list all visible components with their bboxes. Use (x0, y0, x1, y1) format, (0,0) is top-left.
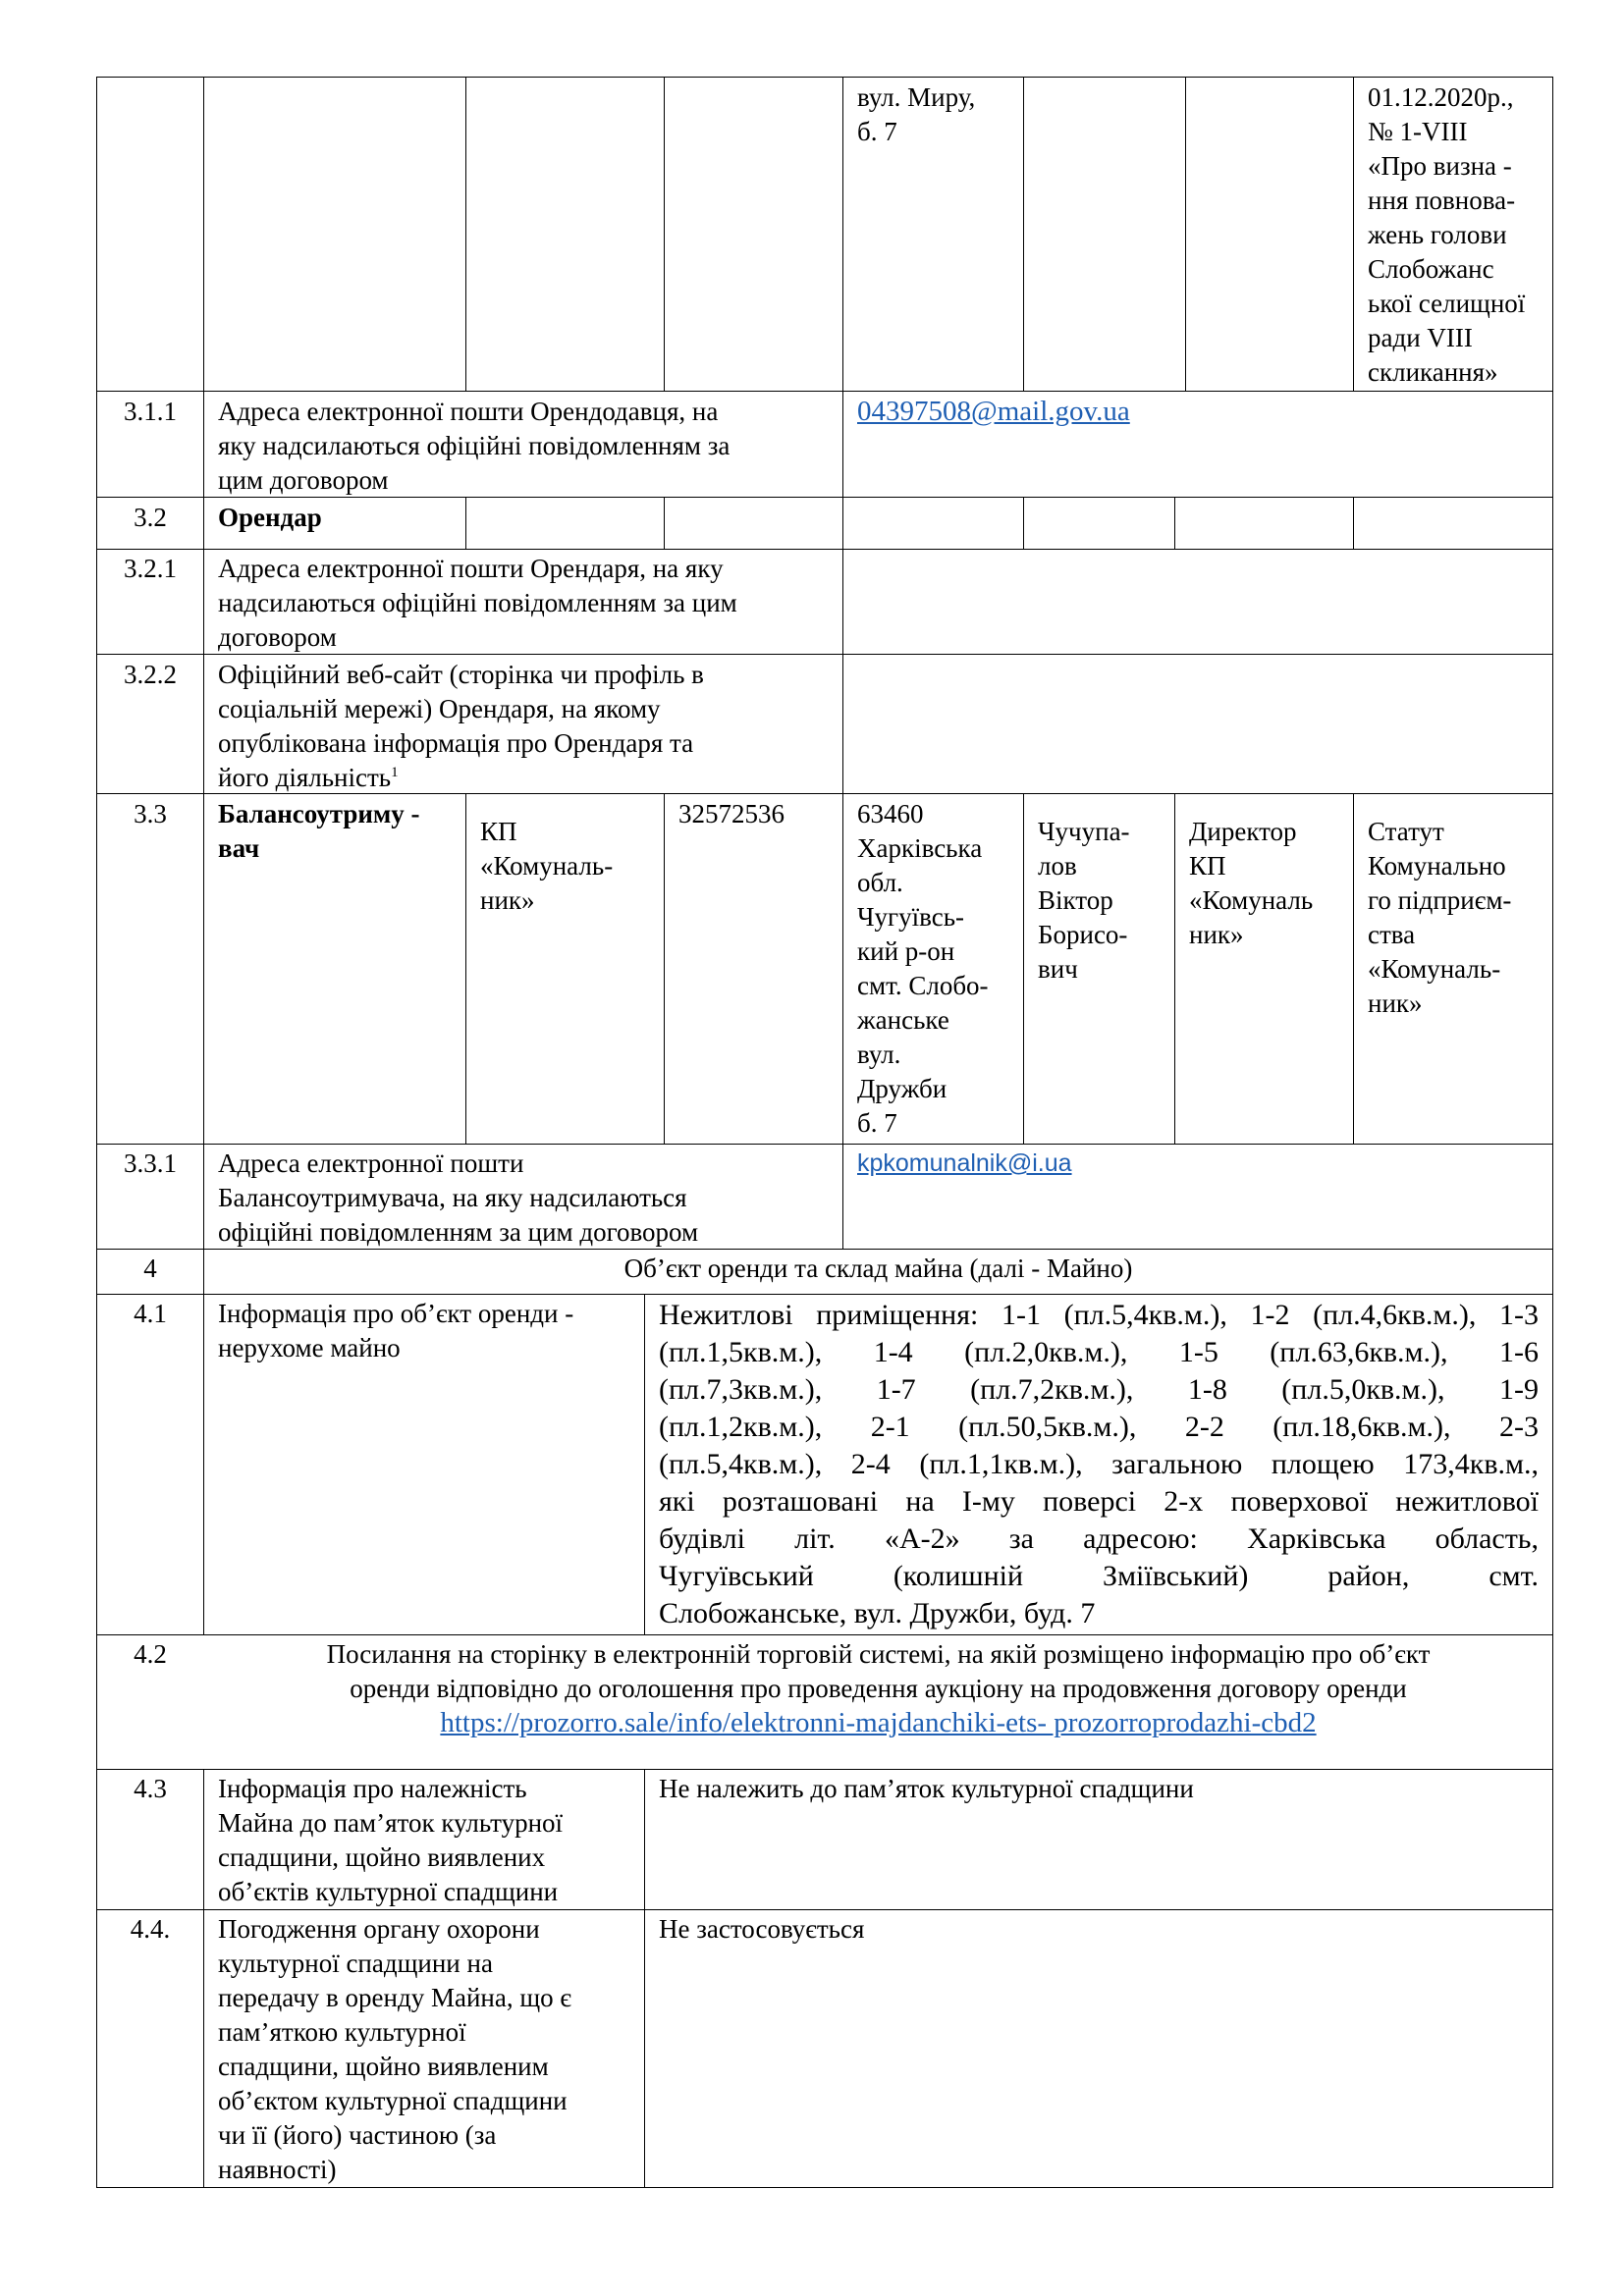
row-number: 4.1 (134, 1299, 167, 1328)
lessor-email-link[interactable]: 04397508@mail.gov.ua (857, 396, 1130, 427)
table-line (96, 77, 97, 2187)
table-line (96, 1634, 1553, 1635)
table-line (1552, 77, 1553, 2187)
heritage-info-value: Не належить до пам’яток культурної спадщини (659, 1774, 1194, 1803)
table-line (96, 2187, 1553, 2188)
row-number: 4.2 (134, 1639, 167, 1669)
balance-holder-position: Директор КП «Комуналь ник» (1189, 817, 1314, 949)
balance-holder-basis: Статут Комунально го підприєм- ства «Комуналь- ник» (1368, 817, 1512, 1018)
table-line (1353, 497, 1354, 549)
heritage-approval-value: Не застосовується (659, 1914, 865, 1944)
tenant-label: Орендар (218, 503, 322, 532)
table-line (96, 391, 1553, 392)
table-line (96, 549, 1553, 550)
tenant-email-label: Адреса електронної пошти Орендаря, на яку надсилаються офіційні повідомленням за цим договором (218, 554, 737, 652)
footnote-marker: 1 (391, 765, 399, 780)
description-line: Нежитлові приміщення: 1-1 (пл.5,4кв.м.), 1-2 (пл.4,6кв.м.), 1-3 (659, 1299, 1539, 1331)
row-number: 3.2.2 (124, 660, 177, 689)
auction-link[interactable]: https://prozorro.sale/info/elektronni-majdanchiki-ets- prozorroprodazhi-cbd2 (440, 1707, 1317, 1738)
table-line (644, 1294, 645, 1634)
section-title: Об’єкт оренди та склад майна (далі - Майно) (623, 1254, 1133, 1283)
table-line (203, 1769, 204, 2187)
row-number: 3.2.1 (124, 554, 177, 583)
balance-holder-address: 63460 Харківська обл. Чугуївсь- кий р-он смт. Слобо- жанське вул. Дружби б. 7 (857, 799, 989, 1138)
table-line (644, 1769, 645, 2187)
table-line (1353, 77, 1354, 391)
row-number: 3.3 (134, 799, 167, 828)
table-line (842, 1144, 843, 1249)
description-line: (пл.5,4кв.м.), 2-4 (пл.1,1кв.м.), загальною площею 173,4кв.м., (659, 1448, 1539, 1480)
table-line (1353, 793, 1354, 1144)
row-number: 4.3 (134, 1774, 167, 1803)
description-line: будівлі літ. «А-2» за адресою: Харківська область, (659, 1522, 1539, 1555)
table-line (96, 1769, 1553, 1770)
table-line (465, 793, 466, 1144)
table-line (96, 1294, 1553, 1295)
balance-holder-label: Балансоутриму - вач (218, 799, 420, 863)
table-line (96, 77, 1553, 78)
description-line: (пл.7,3кв.м.), 1-7 (пл.7,2кв.м.), 1-8 (пл.5,0кв.м.), 1-9 (659, 1373, 1539, 1406)
table-line (664, 77, 665, 391)
decision-cell: 01.12.2020р., № 1-VIII «Про визна - ння повнова- жень голови Слобожанс ької селищної ради VIII скликання» (1368, 82, 1526, 387)
table-line (203, 77, 204, 1634)
tenant-website-text: Офіційний веб-сайт (сторінка чи профіль в соціальній мережі) Орендаря, на якому опублікована інформація про Орендаря та його діяльність (218, 660, 704, 792)
tenant-website-label (218, 658, 837, 795)
row-number: 4.4. (130, 1914, 171, 1944)
balance-holder-code: 32572536 (678, 799, 785, 828)
description-line: (пл.1,2кв.м.), 2-1 (пл.50,5кв.м.), 2-2 (пл.18,6кв.м.), 2-3 (659, 1411, 1539, 1443)
balance-holder-name: КП «Комуналь- ник» (480, 817, 614, 915)
balance-holder-email-link[interactable]: kpkomunalnik@i.ua (857, 1149, 1072, 1177)
lessor-email-label: Адреса електронної пошти Орендодавця, на яку надсилаються офіційні повідомленням за цим договором (218, 397, 731, 495)
row-number: 3.3.1 (124, 1148, 177, 1178)
table-line (465, 77, 466, 391)
table-line (842, 77, 843, 1144)
table-line (664, 497, 665, 549)
object-description (659, 1297, 1539, 1632)
address-cell: вул. Миру, б. 7 (857, 82, 976, 146)
table-line (1023, 793, 1024, 1144)
heritage-info-label: Інформація про належність Майна до пам’яток культурної спадщини, щойно виявлених об’єктів культурної спадщини (218, 1774, 564, 1906)
description-line: які розташовані на І-му поверсі 2-х поверхової нежитлової (659, 1485, 1539, 1518)
table-line (1023, 497, 1024, 549)
heritage-approval-label: Погодження органу охорони культурної спадщини на передачу в оренду Майна, що є пам’яткою культурної спадщини, щойно виявленим об’єктом культурної спадщини чи її (його) частиною (за наявності) (218, 1914, 571, 2184)
description-line: Чугуївський (колишній Зміївський) район, смт. (659, 1560, 1539, 1592)
section-number: 4 (143, 1254, 157, 1283)
auction-link-text: Посилання на сторінку в електронній торговій системі, на якій розміщено інформацію про об’єкт оренди відповідно до оголошення про проведення аукціону на продовження договору оренди (326, 1639, 1431, 1703)
object-info-label: Інформація про об’єкт оренди - нерухоме майно (218, 1299, 574, 1362)
table-line (1174, 793, 1175, 1144)
row-number: 3.2 (134, 503, 167, 532)
table-line (96, 1144, 1553, 1145)
table-line (1023, 77, 1024, 391)
description-line: (пл.1,5кв.м.), 1-4 (пл.2,0кв.м.), 1-5 (пл.63,6кв.м.), 1-6 (659, 1336, 1539, 1368)
table-line (465, 497, 466, 549)
balance-holder-email-label: Адреса електронної пошти Балансоутримувача, на яку надсилаються офіційні повідомленням за цим договором (218, 1148, 699, 1247)
table-line (96, 1909, 1553, 1910)
row-number: 3.1.1 (124, 397, 177, 426)
table-line (1174, 497, 1175, 549)
table-line (664, 793, 665, 1144)
description-last-line: Слобожанське, вул. Дружби, буд. 7 (659, 1597, 1096, 1629)
balance-holder-person: Чучупа- лов Віктор Борисо- вич (1038, 817, 1130, 984)
table-line (1185, 77, 1186, 391)
